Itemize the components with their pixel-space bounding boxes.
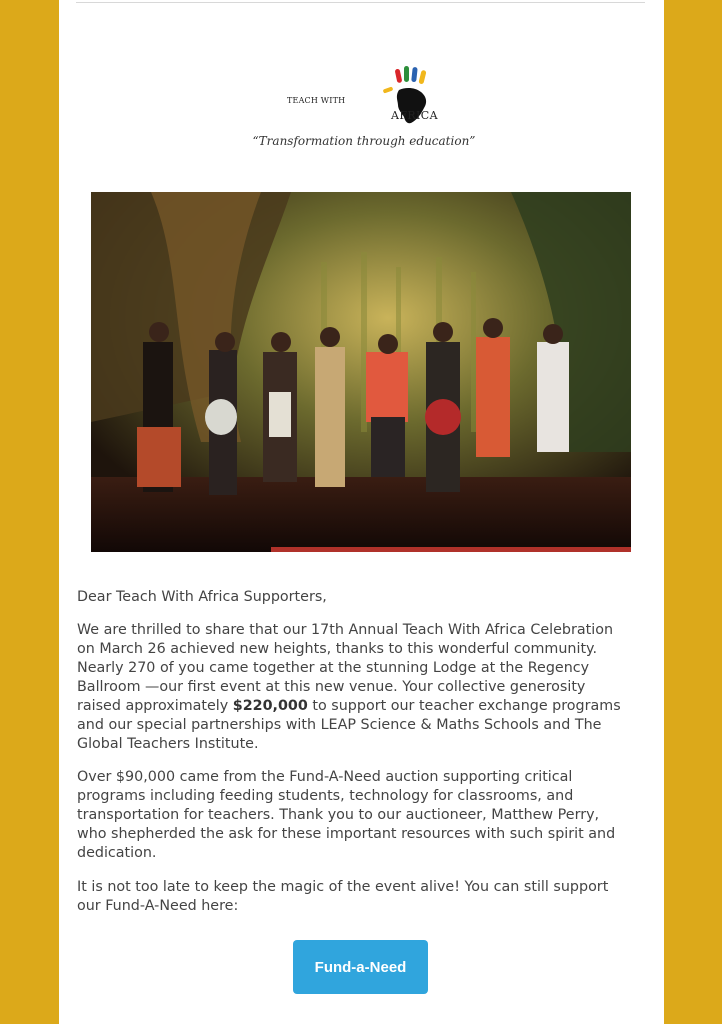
greeting: Dear Teach With Africa Supporters, <box>77 589 327 605</box>
paragraph-fund-a-need <box>77 768 637 863</box>
text-line: Global Teachers Institute. <box>77 736 259 752</box>
text-line: It is not too late to keep the magic of the event alive! You can still support <box>77 879 609 895</box>
text-line: Ballroom —our first event at this new venue. Your collective generosity <box>77 679 586 695</box>
email-card <box>59 0 664 1024</box>
text-line: transportation for teachers. Thank you to our auctioneer, Matthew Perry, <box>77 807 600 823</box>
text-line: We are thrilled to share that our 17th Annual Teach With Africa Celebration <box>77 622 614 638</box>
tagline: “Transformation through education” <box>252 134 476 148</box>
text-fragment: to support our teacher exchange programs <box>307 698 621 714</box>
paragraph-celebration <box>77 621 637 754</box>
logo-text-teach-with: TEACH WITH <box>287 96 346 105</box>
logo-text-africa: AFRICA <box>391 109 438 122</box>
hero-photo-choir-on-stage <box>91 192 631 552</box>
text-line: Over $90,000 came from the Fund-A-Need auction supporting critical <box>77 769 573 785</box>
text-fragment: raised approximately <box>77 698 233 714</box>
text-line: our Fund-A-Need here: <box>77 898 239 914</box>
text-line: who shepherded the ask for these important resources with such spirit and <box>77 826 616 842</box>
fund-a-need-button[interactable]: Fund-a-Need <box>293 940 428 994</box>
text-line: and our special partnerships with LEAP Science & Maths Schools and The <box>77 717 602 733</box>
stage-performance-image <box>91 192 631 552</box>
text-line: Nearly 270 of you came together at the stunning Lodge at the Regency <box>77 660 590 676</box>
text-line <box>77 697 637 716</box>
text-line: programs including feeding students, technology for classrooms, and <box>77 788 574 804</box>
text-line: dedication. <box>77 845 157 861</box>
amount-raised: $220,000 <box>232 698 308 714</box>
text-line: on March 26 achieved new heights, thanks to this wonderful community. <box>77 641 598 657</box>
divider <box>76 2 645 3</box>
paragraph-support <box>77 878 637 916</box>
teach-with-africa-logo[interactable] <box>287 62 437 126</box>
